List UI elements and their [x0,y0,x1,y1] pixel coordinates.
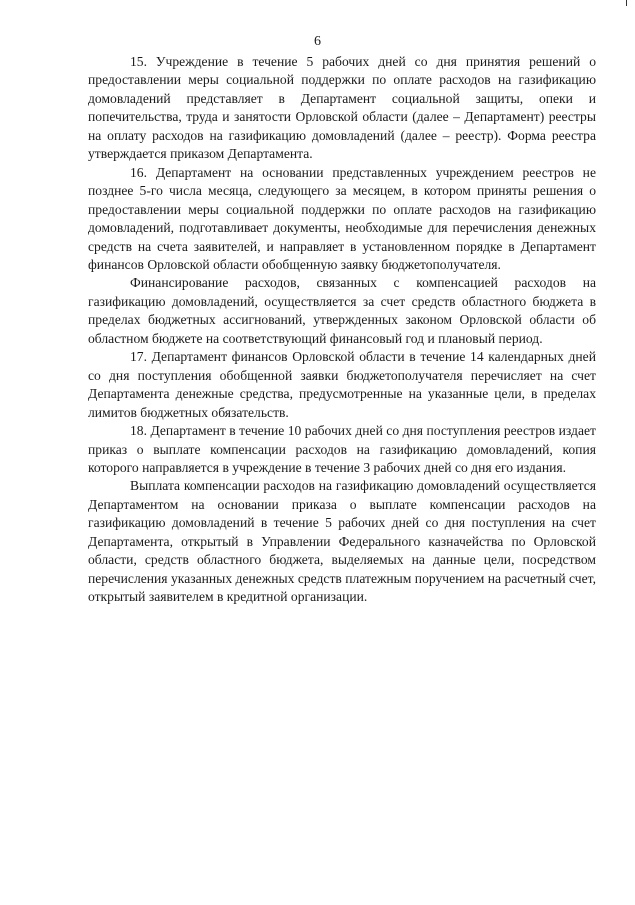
paragraph-18: 18. Департамент в течение 10 рабочих дней со дня поступления реестров издает приказ о выплате компенсации расходов на газификацию домовладений, копия которого направляется в учреждение в течение 3 рабочих дней со дня его издания. [88,423,596,475]
paragraph-financing: Финансирование расходов, связанных с компенсацией расходов на газификацию домовладений, осуществляется за счет средств областного бюджета в пределах бюджетных ассигнований, утвержденных законом Орловской области об областном бюджете на соответствующий финансовый год и плановый период. [88,275,596,346]
paragraph-17: 17. Департамент финансов Орловской области в течение 14 календарных дней со дня поступления обобщенной заявки бюджетополучателя перечисляет на счет Департамента денежные средства, предусмотренные на указанные цели, в пределах лимитов бюджетных обязательств. [88,349,596,420]
scan-edge-mark [626,0,627,6]
paragraph-15: 15. Учреждение в течение 5 рабочих дней со дня принятия решений о предоставлении меры социальной поддержки по оплате расходов на газификацию домовладений представляет в Департамент социальной защиты, опеки и попечительства, труда и занятости Орловской области (далее – Департамент) реестры на оплату расходов на газификацию домовладений (далее – реестр). Форма реестра утверждается приказом Департамента. [88,54,596,162]
paragraph-payment: Выплата компенсации расходов на газификацию домовладений осуществляется Департаментом на основании приказа о выплате компенсации расходов на газификацию домовладений в течение 5 рабочих дней со дня поступления на счет Департамента, открытый в Управлении Федерального казначейства по Орловской области, средств областного бюджета, выделяемых на данные цели, посредством перечисления указанных денежных средств платежным поручением на расчетный счет, открытый заявителем в кредитной организации. [88,478,596,605]
page-number: 6 [314,34,321,49]
document-body [88,53,596,607]
paragraph-16: 16. Департамент на основании представленных учреждением реестров не позднее 5-го числа месяца, следующего за месяцем, в котором приняты решения о предоставлении меры социальной поддержки по оплате расходов на газификацию домовладений, подготавливает документы, необходимые для перечисления денежных средств на счета заявителей, и направляет в установленном порядке в Департамент финансов Орловской области обобщенную заявку бюджетополучателя. [88,164,596,272]
